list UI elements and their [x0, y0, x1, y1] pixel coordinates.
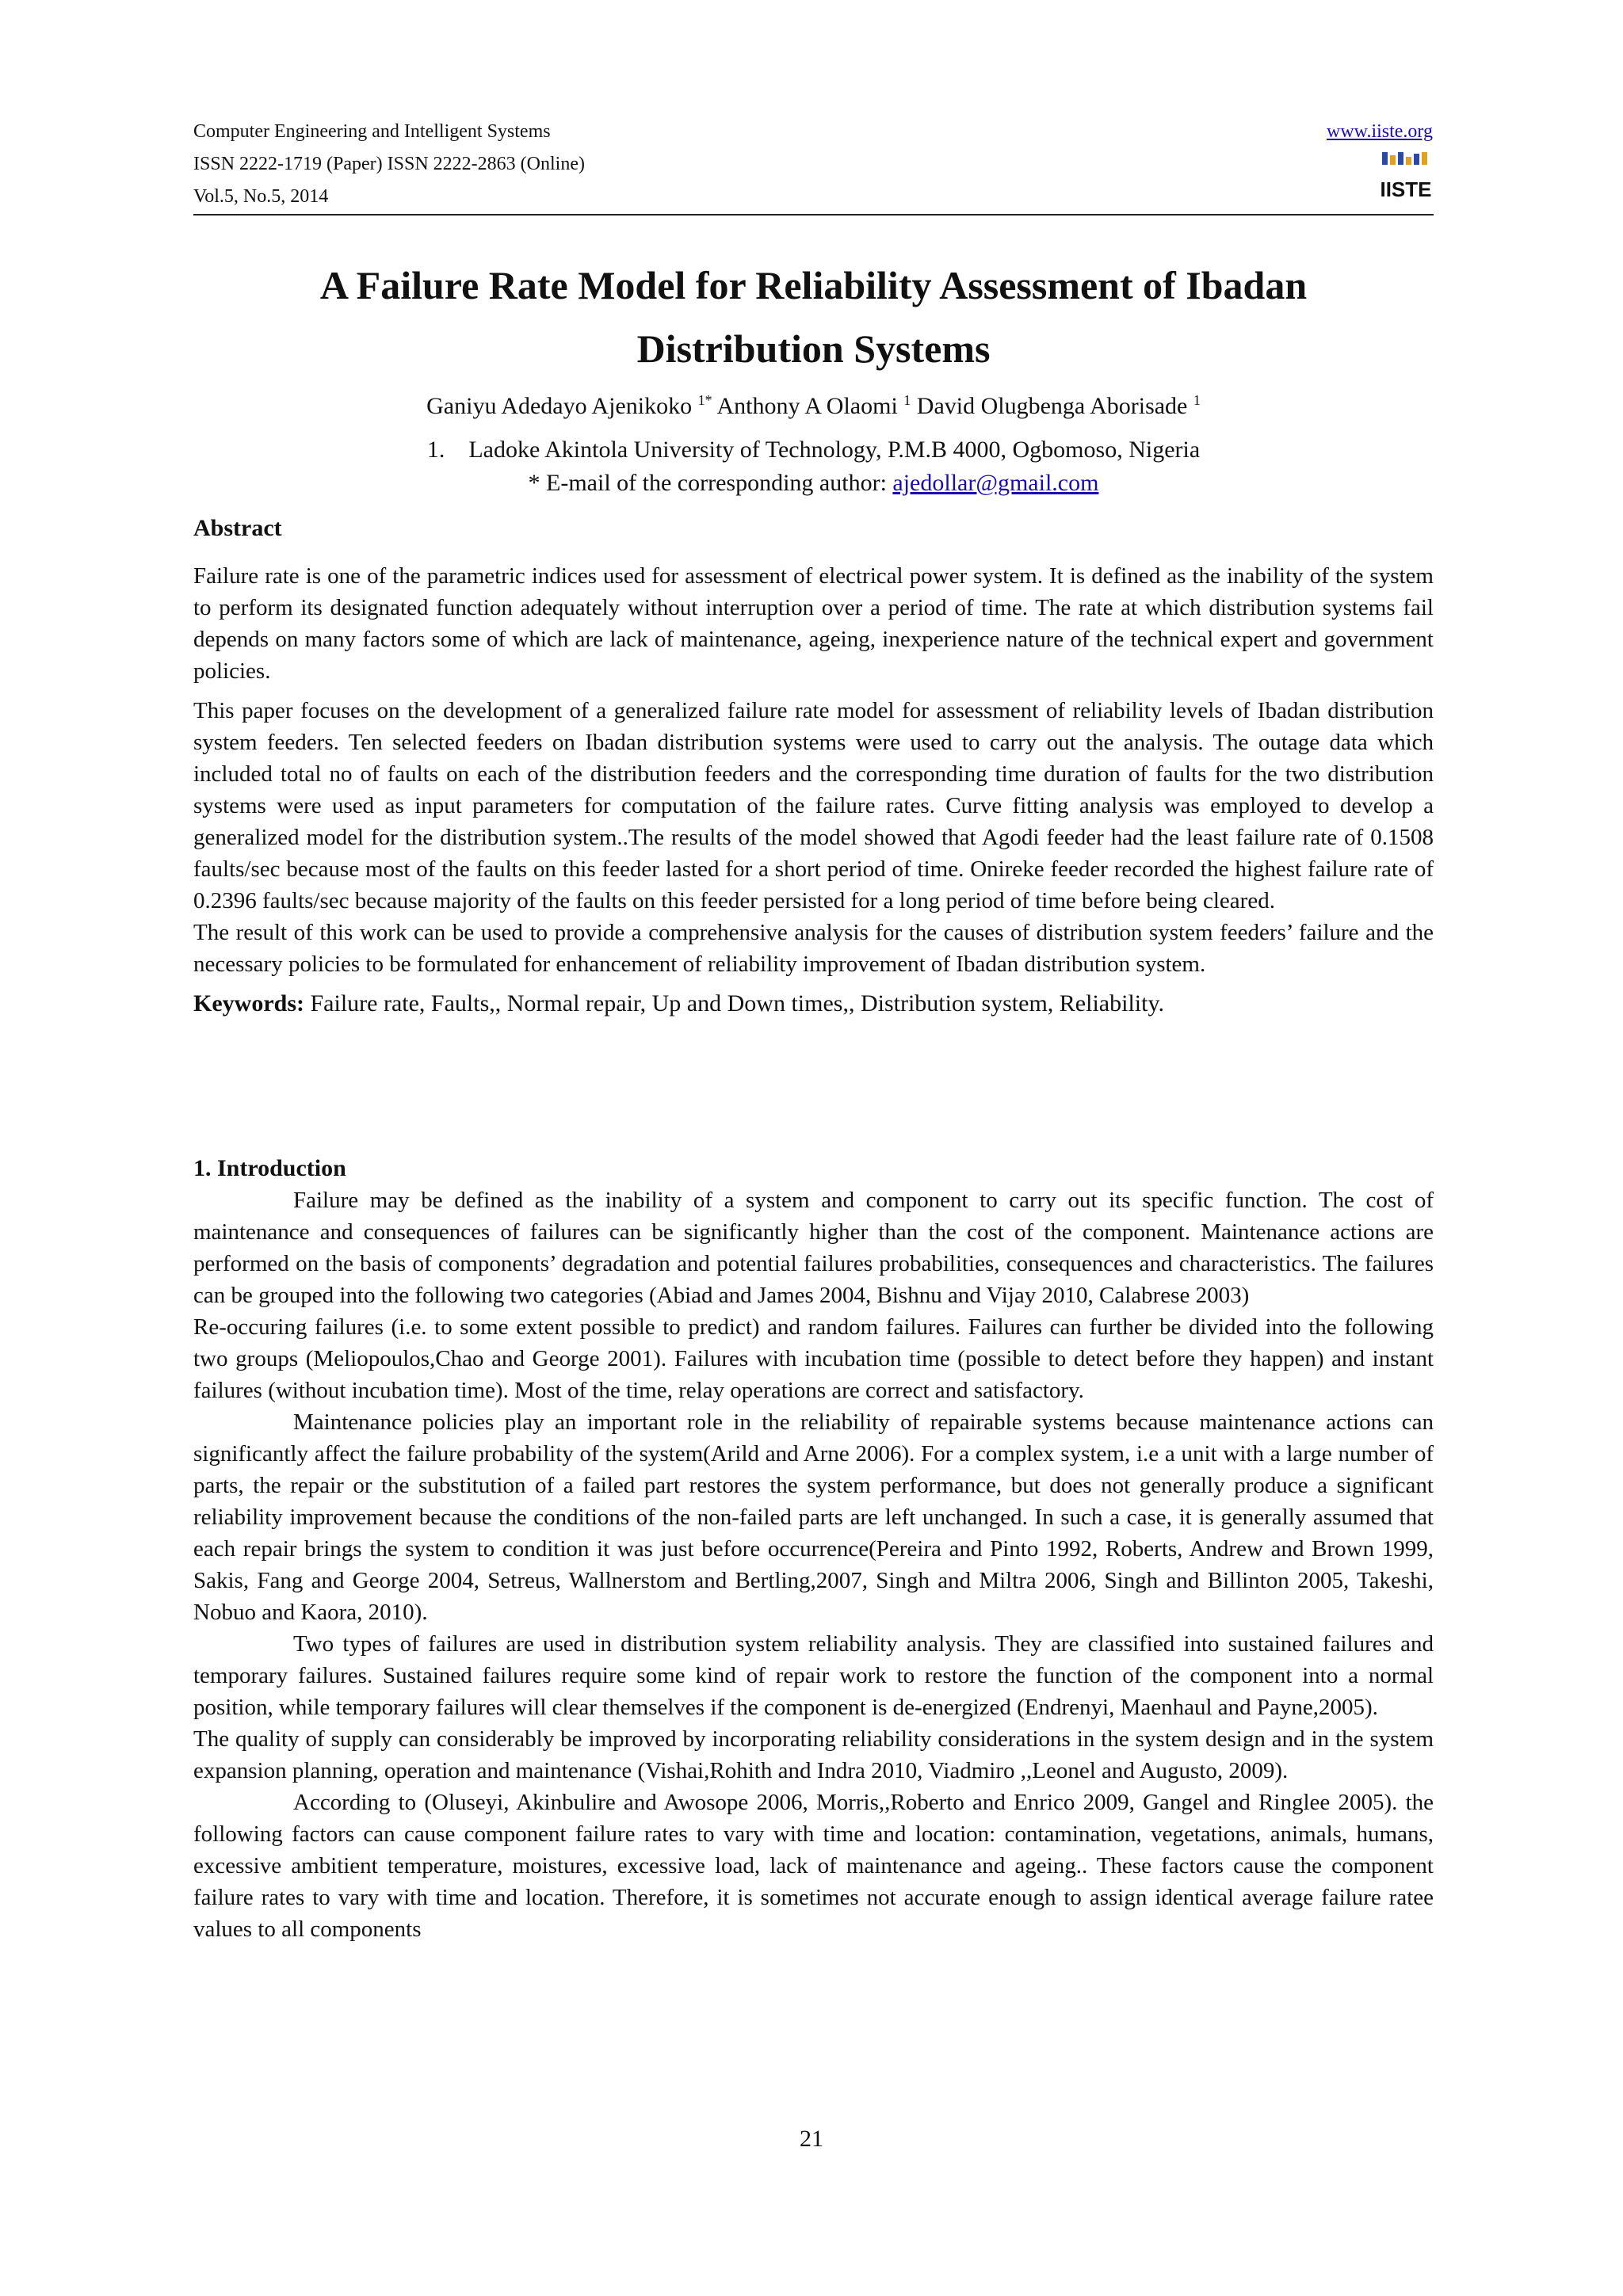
intro-paragraph: According to (Oluseyi, Akinbulire and Awosope 2006, Morris,,Roberto and Enrico 2009, Gangel and Ringlee 2005). the following factors can cause component failure rates to vary with time and location: contamination, vegetations, animals, humans, excessive ambitient temperature, moistures, excessive load, lack of maintenance and ageing.. These factors cause the component failure rates to vary with time and location. Therefore, it is sometimes not accurate enough to assign identical average failure ratee values to all components: [193, 1790, 1434, 1942]
page-number: 21: [800, 2126, 823, 2152]
affiliation-line: 1. Ladoke Akintola University of Technology, P.M.B 4000, Ogbomoso, Nigeria: [426, 437, 1201, 463]
abstract-paragraph: This paper focuses on the development of a generalized failure rate model for assessment of reliability levels of Ibadan distribution system feeders. Ten selected feeders on Ibadan distribution systems were used to carry out the analysis. The outage data which included total no of faults on each of the distribution feeders and the corresponding time duration of faults for the two distribution systems were used as input parameters for computation of the failure rates. Curve fitting analysis was employed to develop a generalized model for the distribution system..The results of the model showed that Agodi feeder had the least failure rate of 0.1508 faults/sec because most of the faults on this feeder lasted for a short period of time. Onireke feeder recorded the highest failure rate of 0.2396 faults/sec because majority of the faults on this feeder persisted for a long period of time before being cleared.: [193, 698, 1434, 913]
affiliation-block: [193, 433, 1434, 500]
journal-issn: ISSN 2222-1719 (Paper) ISSN 2222-2863 (Online): [193, 154, 585, 174]
author-affiliation-mark: 1: [1193, 392, 1201, 408]
intro-paragraph: Re-occuring failures (i.e. to some extent possible to predict) and random failures. Failures can further be divided into the following two groups (Meliopoulos,Chao and George 2001). Failures with incubation time (possible to detect before they happen) and instant failures (without incubation time). Most of the time, relay operations are correct and satisfactory.: [193, 1314, 1434, 1403]
corresponding-email-link[interactable]: ajedollar@gmail.com: [892, 470, 1099, 496]
corresponding-author-line: [193, 467, 1434, 500]
section-heading-introduction: 1. Introduction: [193, 1155, 346, 1181]
keywords-list: Failure rate, Faults,, Normal repair, Up and Down times,, Distribution system, Reliability.: [304, 990, 1164, 1016]
introduction-body: [193, 1184, 1434, 1945]
keywords-label: Keywords:: [193, 990, 304, 1016]
iiste-logo: [1379, 149, 1433, 201]
paper-title: [193, 254, 1434, 380]
email-prefix: * E-mail of the corresponding author:: [528, 470, 893, 496]
keywords: [193, 988, 1434, 1020]
author-name: David Olugbenga Aborisade: [916, 393, 1188, 419]
abstract-paragraph: The result of this work can be used to provide a comprehensive analysis for the causes of distribution system feeders’ failure and the necessary policies to be formulated for enhancement of reliability improvement of Ibadan distribution system.: [193, 920, 1434, 977]
intro-paragraph: The quality of supply can considerably be improved by incorporating reliability considerations in the system design and in the system expansion planning, operation and maintenance (Vishai,Rohith and Indra 2010, Viadmiro ,,Leonel and Augusto, 2009).: [193, 1726, 1434, 1783]
abstract-body: [193, 560, 1434, 1020]
journal-volume: Vol.5, No.5, 2014: [193, 186, 329, 207]
author-list: [193, 384, 1434, 422]
intro-paragraph: Failure may be defined as the inability of a system and component to carry out its specific function. The cost of maintenance and consequences of failures can be significantly higher than the cost of the component. Maintenance actions are performed on the basis of components’ degradation and potential failures probabilities, consequences and characteristics. The failures can be grouped into the following two categories (Abiad and James 2004, Bishnu and Vijay 2010, Calabrese 2003): [193, 1188, 1434, 1308]
author-name: Anthony A Olaomi: [716, 393, 898, 419]
abstract-heading: Abstract: [193, 515, 282, 541]
journal-site-link[interactable]: www.iiste.org: [1327, 121, 1433, 142]
author-affiliation-mark: 1*: [697, 392, 712, 408]
intro-paragraph: Maintenance policies play an important role in the reliability of repairable systems because maintenance actions can significantly affect the failure probability of the system(Arild and Arne 2006). For a complex system, i.e a unit with a large number of parts, the repair or the substitution of a failed part restores the system performance, but does not generally produce a significant reliability improvement because the conditions of the non-failed parts are left unchanged. In such a case, it is generally assumed that each repair brings the system to condition it was just before occurrence(Pereira and Pinto 1992, Roberts, Andrew and Brown 1999, Sakis, Fang and George 2004, Setreus, Wallnerstom and Bertling,2007, Singh and Miltra 2006, Singh and Billinton 2005, Takeshi, Nobuo and Kaora, 2010).: [193, 1409, 1434, 1625]
abstract-paragraph: Failure rate is one of the parametric indices used for assessment of electrical power system. It is defined as the inability of the system to perform its designated function adequately without interruption over a period of time. The rate at which distribution systems fail depends on many factors some of which are lack of maintenance, ageing, inexperience nature of the technical expert and government policies.: [193, 563, 1434, 684]
journal-header: [193, 116, 585, 213]
header-divider: [193, 214, 1434, 215]
paper-title-line-2: Distribution Systems: [636, 326, 991, 371]
iiste-logo-text: IISTE: [1380, 177, 1432, 201]
journal-name: Computer Engineering and Intelligent Systems: [193, 121, 551, 142]
author-name: Ganiyu Adedayo Ajenikoko: [426, 393, 693, 419]
intro-paragraph: Two types of failures are used in distribution system reliability analysis. They are classified into sustained failures and temporary failures. Sustained failures require some kind of repair work to restore the function of the component into a normal position, while temporary failures will clear themselves if the component is de-energized (Endrenyi, Maenhaul and Payne,2005).: [193, 1631, 1434, 1720]
author-affiliation-mark: 1: [903, 392, 911, 408]
paper-title-line-1: A Failure Rate Model for Reliability Assessment of Ibadan: [319, 263, 1308, 307]
